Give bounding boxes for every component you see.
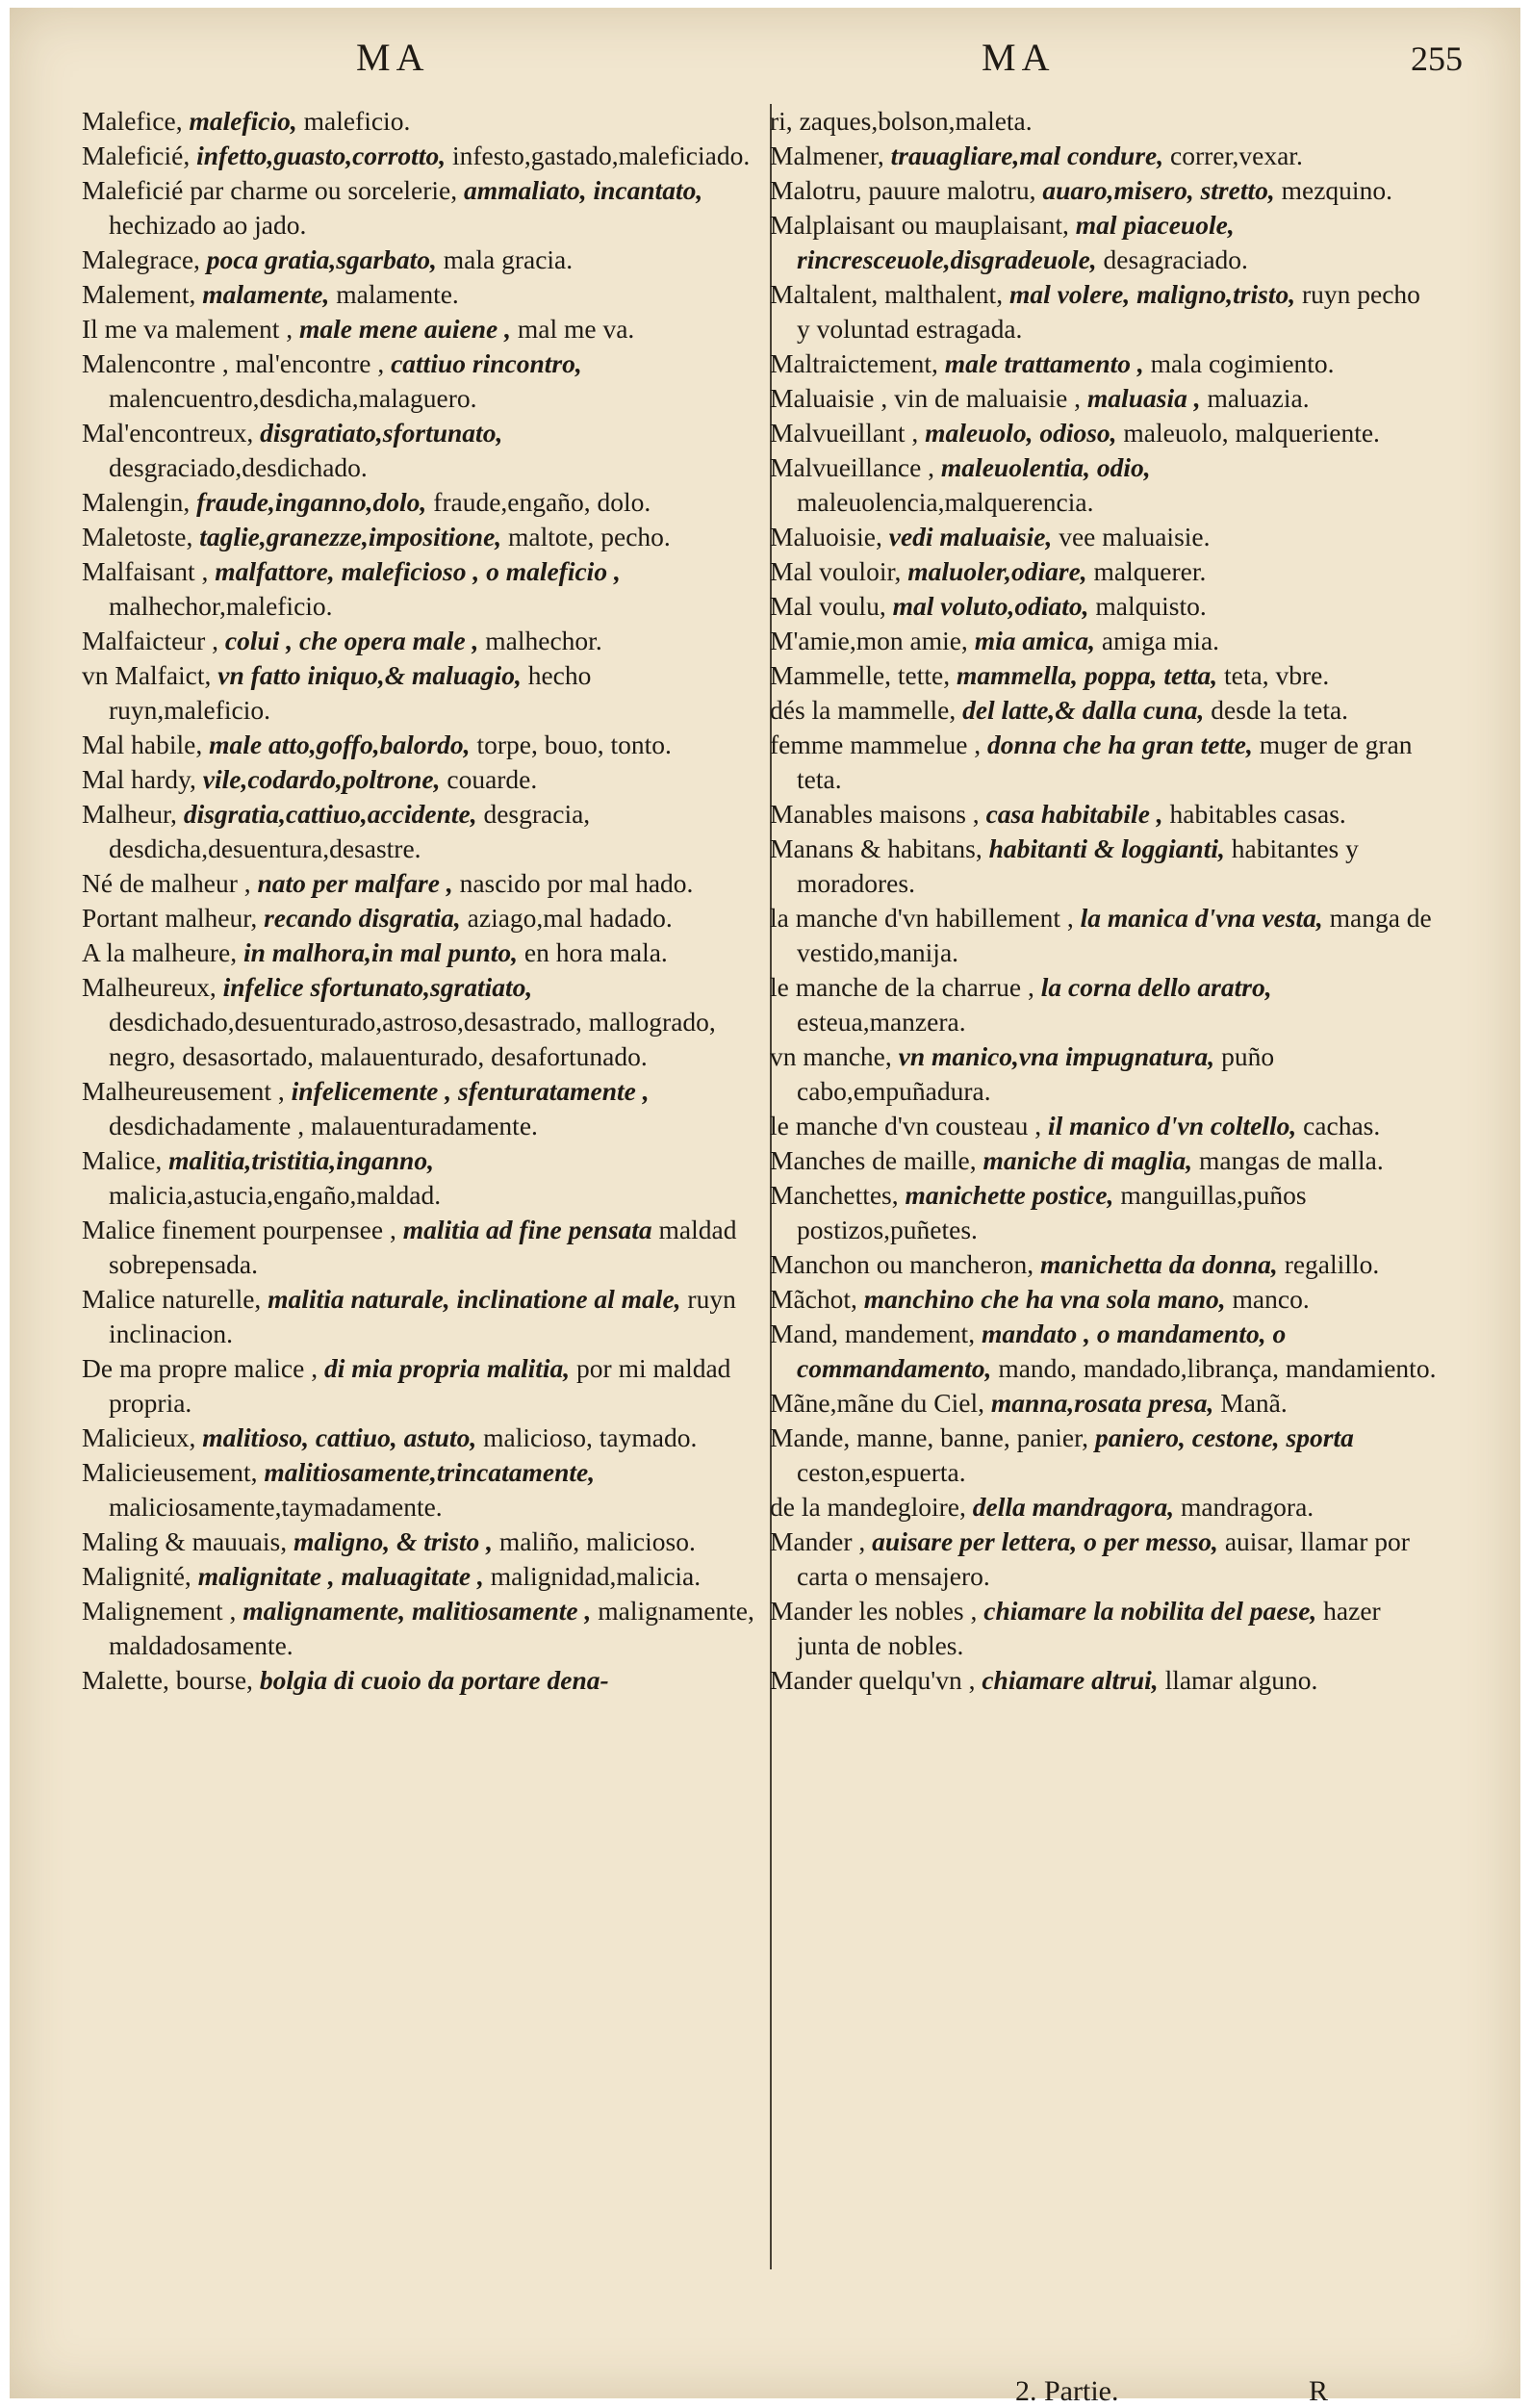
- entry-italian: infelicemente , sfenturatamente ,: [291, 1076, 650, 1106]
- entry-headword: A la malheure,: [82, 937, 238, 967]
- entry-spanish: malhechor,maleficio.: [109, 591, 333, 621]
- dictionary-entry: [770, 277, 1439, 346]
- entry-italian: mal voluto,odiato,: [892, 591, 1089, 621]
- entry-italian: disgratia,cattiuo,accidente,: [183, 799, 477, 829]
- entry-headword: Mal habile,: [82, 730, 203, 759]
- entry-italian: habitanti & loggianti,: [988, 833, 1225, 863]
- dictionary-entry: [770, 693, 1439, 728]
- entry-headword: la manche d'vn habillement ,: [770, 903, 1074, 933]
- entry-spanish: mala gracia.: [443, 244, 574, 274]
- entry-italian: maleuolentia, odio,: [940, 452, 1151, 482]
- entry-italian: maluasia ,: [1086, 383, 1201, 413]
- entry-headword: Malfaicteur ,: [82, 626, 219, 655]
- entry-italian: recando disgratia,: [264, 903, 461, 933]
- entry-headword: Maltraictement,: [770, 348, 938, 378]
- entry-italian: manna,rosata presa,: [990, 1388, 1214, 1418]
- dictionary-entry: [82, 1524, 755, 1559]
- entry-spanish: cachas.: [1303, 1111, 1381, 1140]
- dictionary-entry: [770, 520, 1439, 554]
- entry-headword: Malice,: [82, 1145, 163, 1175]
- entry-spanish: ruyn pecho y voluntad estragada.: [797, 279, 1420, 344]
- dictionary-entry: [770, 658, 1439, 693]
- entry-headword: Mander ,: [770, 1526, 866, 1556]
- dictionary-entry: [82, 243, 755, 277]
- entry-headword: Né de malheur ,: [82, 868, 251, 898]
- entry-headword: le manche d'vn cousteau ,: [770, 1111, 1042, 1140]
- entry-headword: Manchon ou mancheron,: [770, 1249, 1034, 1279]
- entry-headword: Mander quelqu'vn ,: [770, 1665, 976, 1695]
- dictionary-entry: [82, 624, 755, 658]
- entry-italian: mal piaceuole, rincresceuole,disgradeuole,: [797, 210, 1235, 274]
- entry-spanish: malencuentro,desdicha,malaguero.: [109, 383, 477, 413]
- entry-headword: Malice finement pourpensee ,: [82, 1215, 396, 1244]
- entry-spanish: maliciosamente,taymadamente.: [109, 1492, 443, 1522]
- entry-headword: Maltalent, malthalent,: [770, 279, 1004, 309]
- entry-spanish: mandragora.: [1180, 1492, 1314, 1522]
- entry-italian: infetto,guasto,corrotto,: [196, 141, 447, 170]
- entry-headword: Mal hardy,: [82, 764, 196, 794]
- entry-headword: Malegrace,: [82, 244, 200, 274]
- entry-italian: vn manico,vna impugnatura,: [898, 1041, 1215, 1071]
- dictionary-entry: [82, 1213, 755, 1282]
- dictionary-entry: [770, 1143, 1439, 1178]
- dictionary-entry: [82, 173, 755, 243]
- entry-headword: Manchettes,: [770, 1180, 899, 1210]
- entry-headword: Manches de maille,: [770, 1145, 977, 1175]
- entry-spanish: zaques,bolson,maleta.: [799, 106, 1033, 136]
- dictionary-entry: [82, 728, 755, 762]
- dictionary-entry: [770, 1594, 1439, 1663]
- entry-spanish: habitables casas.: [1169, 799, 1346, 829]
- entry-spanish: maleficio.: [303, 106, 411, 136]
- entry-italian: manichette postice,: [905, 1180, 1114, 1210]
- dictionary-entry: [82, 901, 755, 935]
- entry-spanish: por mi maldad propria.: [109, 1353, 731, 1418]
- entry-italian: mal volere, maligno,tristo,: [1008, 279, 1296, 309]
- entry-headword: Mal voulu,: [770, 591, 886, 621]
- dictionary-entry: [82, 312, 755, 346]
- entry-italian: malitia,tristitia,inganno,: [168, 1145, 434, 1175]
- left-column: [82, 104, 755, 1698]
- entry-italian: chiamare altrui,: [982, 1665, 1159, 1695]
- entry-spanish: malicia,astucia,engaño,maldad.: [109, 1180, 442, 1210]
- dictionary-entry: [770, 1282, 1439, 1317]
- entry-spanish: aziago,mal hadado.: [467, 903, 673, 933]
- entry-headword: dés la mammelle,: [770, 695, 957, 725]
- dictionary-entry: [770, 1663, 1439, 1698]
- entry-spanish: desde la teta.: [1211, 695, 1349, 725]
- entry-spanish: mezquino.: [1281, 175, 1392, 205]
- dictionary-entry: [82, 866, 755, 901]
- entry-spanish: manga de vestido,manija.: [797, 903, 1432, 967]
- dictionary-entry: [770, 970, 1439, 1039]
- entry-spanish: malamente.: [336, 279, 459, 309]
- entry-headword: Malicieusement,: [82, 1457, 258, 1487]
- entry-spanish: desgraciado,desdichado.: [109, 452, 368, 482]
- entry-headword: Maleficié,: [82, 141, 191, 170]
- entry-headword: femme mammelue ,: [770, 730, 982, 759]
- entry-spanish: fraude,engaño, dolo.: [433, 487, 651, 517]
- entry-italian: infelice sfortunato,sgratiato,: [222, 972, 533, 1002]
- entry-italian: vn fatto iniquo,& maluagio,: [217, 660, 522, 690]
- entry-headword: De ma propre malice ,: [82, 1353, 319, 1383]
- entry-italian: vedi maluaisie,: [888, 522, 1053, 551]
- entry-italian: la manica d'vna vesta,: [1080, 903, 1323, 933]
- entry-spanish: nascido por mal hado.: [459, 868, 694, 898]
- entry-italian: ammaliato, incantato,: [464, 175, 703, 205]
- entry-headword: ri,: [770, 106, 793, 136]
- entry-spanish: en hora mala.: [523, 937, 668, 967]
- entry-headword: Malement,: [82, 279, 196, 309]
- entry-headword: Mãchot,: [770, 1284, 857, 1314]
- entry-spanish: maleuolo, malqueriente.: [1123, 418, 1380, 448]
- entry-headword: Malvueillance ,: [770, 452, 935, 482]
- entry-spanish: hechizado ao jado.: [109, 210, 307, 240]
- dictionary-entry: [770, 589, 1439, 624]
- entry-italian: nato per malfare ,: [257, 868, 453, 898]
- dictionary-entry: [82, 1074, 755, 1143]
- entry-italian: trauagliare,mal condure,: [890, 141, 1164, 170]
- entry-italian: maleficio,: [189, 106, 297, 136]
- entry-italian: maniche di maglia,: [982, 1145, 1193, 1175]
- entry-spanish: maltote, pecho.: [508, 522, 671, 551]
- entry-italian: in malhora,in mal punto,: [243, 937, 519, 967]
- entry-italian: malamente,: [202, 279, 330, 309]
- entry-spanish: mando, mandado,librança, mandamiento.: [998, 1353, 1437, 1383]
- entry-italian: disgratiato,sfortunato,: [260, 418, 503, 448]
- entry-italian: male trattamento ,: [944, 348, 1144, 378]
- entry-italian: maluoler,odiare,: [907, 556, 1087, 586]
- entry-headword: Malicieux,: [82, 1422, 196, 1452]
- entry-headword: Mand, mandement,: [770, 1319, 976, 1348]
- dictionary-entry: [82, 797, 755, 866]
- entry-italian: taglie,granezze,impositione,: [199, 522, 502, 551]
- dictionary-entry: [770, 416, 1439, 450]
- dictionary-entry: [82, 520, 755, 554]
- entry-spanish: hazer junta de nobles.: [797, 1596, 1381, 1660]
- dictionary-entry: [82, 1663, 755, 1698]
- dictionary-entry: [770, 728, 1439, 797]
- running-head-left: MA: [356, 36, 430, 79]
- dictionary-entry: [82, 1594, 755, 1663]
- dictionary-entry: [82, 1282, 755, 1351]
- entry-headword: Malengin,: [82, 487, 191, 517]
- dictionary-entry: [82, 1455, 755, 1524]
- entry-headword: Malignement ,: [82, 1596, 237, 1626]
- dictionary-entry: [770, 346, 1439, 381]
- entry-spanish: vee maluaisie.: [1059, 522, 1211, 551]
- entry-italian: bolgia di cuoio da portare dena-: [259, 1665, 609, 1695]
- entry-headword: Portant malheur,: [82, 903, 258, 933]
- entry-headword: Mal'encontreux,: [82, 418, 254, 448]
- entry-spanish: desdichadamente , malauenturadamente.: [109, 1111, 538, 1140]
- entry-italian: mammella, poppa, tetta,: [956, 660, 1218, 690]
- dictionary-entry: [82, 935, 755, 970]
- dictionary-page: [10, 8, 1520, 2407]
- entry-spanish: auisar, llamar por carta o mensajero.: [797, 1526, 1410, 1591]
- entry-italian: casa habitabile ,: [985, 799, 1163, 829]
- entry-headword: le manche de la charrue ,: [770, 972, 1034, 1002]
- entry-spanish: ceston,espuerta.: [797, 1457, 966, 1487]
- entry-italian: auaro,misero, stretto,: [1042, 175, 1275, 205]
- dictionary-entry: [82, 1559, 755, 1594]
- dictionary-entry: [770, 381, 1439, 416]
- entry-spanish: manco.: [1232, 1284, 1310, 1314]
- dictionary-entry: [770, 104, 1439, 139]
- dictionary-entry: [770, 1039, 1439, 1109]
- entry-spanish: puño cabo,empuñadura.: [797, 1041, 1275, 1106]
- dictionary-entry: [770, 624, 1439, 658]
- dictionary-entry: [82, 104, 755, 139]
- entry-italian: paniero, cestone, sporta: [1094, 1422, 1354, 1452]
- entry-italian: della mandragora,: [972, 1492, 1175, 1522]
- dictionary-entry: [770, 450, 1439, 520]
- entry-spanish: mal me va.: [517, 314, 635, 344]
- dictionary-entry: [82, 970, 755, 1074]
- entry-italian: mandato , o mandamento, o commandamento,: [797, 1319, 1287, 1383]
- entry-italian: malfattore, maleficioso , o maleficio ,: [215, 556, 621, 586]
- entry-italian: mia amica,: [974, 626, 1095, 655]
- entry-headword: Malfaisant ,: [82, 556, 209, 586]
- dictionary-entry: [770, 797, 1439, 832]
- footer-signature-mark: R: [1309, 2375, 1329, 2407]
- dictionary-entry: [770, 1421, 1439, 1490]
- entry-spanish: malquisto.: [1095, 591, 1207, 621]
- entry-headword: Mander les nobles ,: [770, 1596, 978, 1626]
- dictionary-entry: [770, 173, 1439, 208]
- entry-spanish: maleuolencia,malquerencia.: [797, 487, 1094, 517]
- dictionary-entry: [770, 1109, 1439, 1143]
- entry-italian: malitiosamente,trincatamente,: [264, 1457, 596, 1487]
- entry-spanish: amiga mia.: [1101, 626, 1220, 655]
- entry-headword: Maluoisie,: [770, 522, 882, 551]
- entry-headword: Mande, manne, banne, panier,: [770, 1422, 1089, 1452]
- entry-italian: vile,codardo,poltrone,: [202, 764, 441, 794]
- entry-italian: male mene auiene ,: [299, 314, 512, 344]
- entry-spanish: malicioso, taymado.: [483, 1422, 698, 1452]
- dictionary-entry: [82, 554, 755, 624]
- entry-headword: Malheureusement ,: [82, 1076, 285, 1106]
- dictionary-entry: [82, 1421, 755, 1455]
- entry-spanish: maldad sobrepensada.: [109, 1215, 737, 1279]
- entry-spanish: Manã.: [1220, 1388, 1288, 1418]
- entry-italian: malitia ad fine pensata: [402, 1215, 652, 1244]
- entry-spanish: maluazia.: [1207, 383, 1310, 413]
- entry-italian: cattiuo rincontro,: [391, 348, 582, 378]
- entry-headword: Maling & mauuais,: [82, 1526, 288, 1556]
- entry-headword: Malencontre , mal'encontre ,: [82, 348, 385, 378]
- entry-italian: di mia propria malitia,: [323, 1353, 571, 1383]
- dictionary-entry: [770, 1524, 1439, 1594]
- entry-spanish: desdichado,desuenturado,astroso,desastrado, mallogrado, negro, desasortado, malauenturado, desafortunado.: [109, 1007, 716, 1071]
- dictionary-entry: [770, 139, 1439, 173]
- entry-headword: Malplaisant ou mauplaisant,: [770, 210, 1069, 240]
- entry-spanish: manguillas,puños postizos,puñetes.: [797, 1180, 1307, 1244]
- dictionary-entry: [770, 1178, 1439, 1247]
- entry-headword: Malheureux,: [82, 972, 217, 1002]
- dictionary-entry: [82, 658, 755, 728]
- entry-spanish: teta, vbre.: [1224, 660, 1330, 690]
- entry-spanish: mala cogimiento.: [1150, 348, 1335, 378]
- entry-headword: Malheur,: [82, 799, 177, 829]
- entry-spanish: infesto,gastado,maleficiado.: [451, 141, 751, 170]
- entry-spanish: malignamente, maldadosamente.: [109, 1596, 754, 1660]
- dictionary-entry: [82, 416, 755, 485]
- dictionary-entry: [770, 1490, 1439, 1524]
- entry-spanish: ruyn inclinacion.: [109, 1284, 736, 1348]
- entry-italian: fraude,inganno,dolo,: [196, 487, 427, 517]
- entry-italian: malignamente, malitiosamente ,: [242, 1596, 592, 1626]
- entry-headword: Malmener,: [770, 141, 884, 170]
- entry-headword: vn manche,: [770, 1041, 892, 1071]
- dictionary-entry: [770, 554, 1439, 589]
- entry-headword: Maleficié par charme ou sorcelerie,: [82, 175, 458, 205]
- entry-italian: chiamare la nobilita del paese,: [983, 1596, 1317, 1626]
- entry-spanish: malhechor.: [485, 626, 602, 655]
- entry-italian: poca gratia,sgarbato,: [206, 244, 437, 274]
- entry-spanish: muger de gran teta.: [797, 730, 1413, 794]
- entry-headword: M'amie,mon amie,: [770, 626, 968, 655]
- entry-headword: Il me va malement ,: [82, 314, 293, 344]
- dictionary-entry: [82, 485, 755, 520]
- entry-spanish: malquerer.: [1093, 556, 1207, 586]
- entry-italian: colui , che opera male ,: [224, 626, 479, 655]
- entry-headword: Manables maisons ,: [770, 799, 980, 829]
- footer-part-label: 2. Partie.: [1015, 2375, 1119, 2407]
- entry-spanish: correr,vexar.: [1169, 141, 1303, 170]
- entry-spanish: esteua,manzera.: [797, 1007, 966, 1037]
- entry-italian: donna che ha gran tette,: [987, 730, 1253, 759]
- entry-italian: del latte,& dalla cuna,: [962, 695, 1205, 725]
- running-head-right: MA: [982, 36, 1056, 79]
- entry-italian: la corna dello aratro,: [1040, 972, 1272, 1002]
- entry-spanish: desagraciado.: [1103, 244, 1248, 274]
- entry-spanish: mangas de malla.: [1199, 1145, 1384, 1175]
- entry-spanish: maliño, malicioso.: [498, 1526, 696, 1556]
- dictionary-entry: [770, 1247, 1439, 1282]
- entry-headword: Maletoste,: [82, 522, 193, 551]
- entry-headword: Maluaisie , vin de maluaisie ,: [770, 383, 1082, 413]
- dictionary-entry: [770, 208, 1439, 277]
- entry-italian: manichetta da donna,: [1040, 1249, 1278, 1279]
- entry-headword: vn Malfaict,: [82, 660, 212, 690]
- entry-headword: Mal vouloir,: [770, 556, 902, 586]
- entry-italian: auisare per lettera, o per messo,: [872, 1526, 1218, 1556]
- dictionary-entry: [770, 1317, 1439, 1386]
- entry-headword: Malefice,: [82, 106, 183, 136]
- entry-headword: Mãne,mãne du Ciel,: [770, 1388, 984, 1418]
- entry-italian: malignitate , maluagitate ,: [197, 1561, 484, 1591]
- entry-headword: Malotru, pauure malotru,: [770, 175, 1036, 205]
- entry-italian: maleuolo, odioso,: [925, 418, 1117, 448]
- right-column: [770, 104, 1439, 1698]
- entry-headword: Manans & habitans,: [770, 833, 982, 863]
- entry-italian: male atto,goffo,balordo,: [209, 730, 471, 759]
- dictionary-entry: [82, 762, 755, 797]
- entry-spanish: desgracia, desdicha,desuentura,desastre.: [109, 799, 591, 863]
- entry-headword: Malignité,: [82, 1561, 191, 1591]
- dictionary-entry: [82, 1143, 755, 1213]
- dictionary-entry: [82, 346, 755, 416]
- entry-italian: manchino che ha vna sola mano,: [863, 1284, 1226, 1314]
- entry-spanish: malignidad,malicia.: [490, 1561, 702, 1591]
- page-number: 255: [1411, 39, 1463, 78]
- entry-spanish: llamar alguno.: [1164, 1665, 1318, 1695]
- entry-italian: malitia naturale, inclinatione al male,: [268, 1284, 681, 1314]
- entry-spanish: torpe, bouo, tonto.: [476, 730, 672, 759]
- entry-spanish: regalillo.: [1284, 1249, 1380, 1279]
- entry-headword: de la mandegloire,: [770, 1492, 966, 1522]
- dictionary-entry: [770, 832, 1439, 901]
- dictionary-entry: [82, 139, 755, 173]
- entry-headword: Mammelle, tette,: [770, 660, 951, 690]
- entry-headword: Malvueillant ,: [770, 418, 919, 448]
- entry-italian: malitioso, cattiuo, astuto,: [202, 1422, 477, 1452]
- entry-spanish: habitantes y moradores.: [797, 833, 1359, 898]
- dictionary-entry: [770, 901, 1439, 970]
- entry-italian: maligno, & tristo ,: [293, 1526, 494, 1556]
- dictionary-entry: [82, 277, 755, 312]
- entry-headword: Malette, bourse,: [82, 1665, 253, 1695]
- dictionary-entry: [82, 1351, 755, 1421]
- entry-spanish: couarde.: [447, 764, 538, 794]
- entry-italian: il manico d'vn coltello,: [1048, 1111, 1297, 1140]
- entry-headword: Malice naturelle,: [82, 1284, 262, 1314]
- entry-spanish: hecho ruyn,maleficio.: [109, 660, 592, 725]
- dictionary-entry: [770, 1386, 1439, 1421]
